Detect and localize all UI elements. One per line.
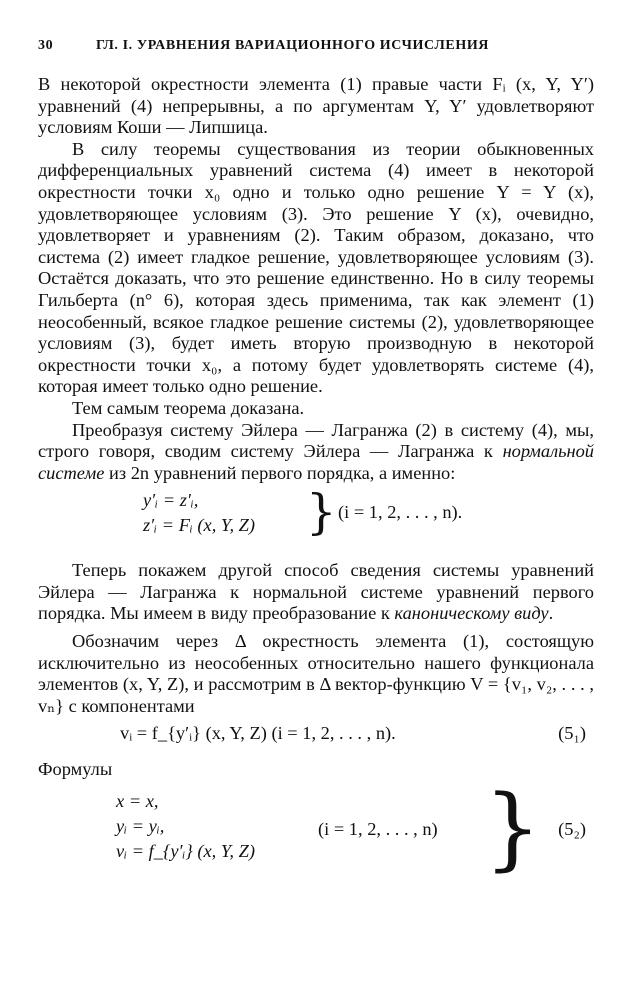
normal-system-line-2: z′ᵢ = Fᵢ (x, Y, Z) — [143, 515, 256, 536]
normal-system-lines — [143, 488, 255, 538]
paragraph-5 — [38, 560, 594, 625]
canonical-system-lines — [116, 789, 255, 864]
canonical-line-3: vᵢ = f_{y′ᵢ} (x, Y, Z) — [116, 841, 255, 862]
formula-5-1-expression: vᵢ = f_{y′ᵢ} (x, Y, Z) (i = 1, 2, . . . , n). — [120, 723, 396, 744]
canonical-line-1: x = x, — [116, 791, 159, 812]
right-brace: } — [306, 484, 337, 541]
paragraph-4-end: из 2n уравнений первого порядка, а именно: — [104, 462, 456, 483]
paragraph-4-start: Преобразуя систему Эйлера — Лагранжа (2) в систему (4), мы, строго говоря, сводим систему Эйлера — Лагранжа к — [38, 419, 594, 462]
formula-5-2-tag: (5₂) — [558, 819, 586, 840]
canonical-index-condition: (i = 1, 2, . . . , n) — [318, 819, 438, 840]
canonical-system — [38, 776, 594, 899]
page-number: 30 — [38, 38, 54, 53]
running-header — [38, 38, 598, 54]
paragraph-4 — [38, 420, 594, 485]
paragraph-2: В силу теоремы существования из теории обыкновенных дифференциальных уравнений система (4) имеет в некоторой окрестности точки x₀ одно и только одно решение Y = Y (x), удовлетворяющее условиям (3). Это решение Y (x), очевидно, удовлетворяет и уравнениям (2). Таким образом, доказано, что система (2) имеет гладкое решение, удовлетворяющее условиям (3). Остаётся доказать, что это решение единственно. Но в силу теоремы Гильберта (n° 6), которая здесь применима, так как элемент (1) неособенный, всякое гладкое решение системы (2), удовлетворяющее условиям (3), будет иметь вторую производную в некоторой окрестности точки x₀, а потому будет удовлетворять системе (4), которая имеет только одно решение. — [38, 138, 594, 397]
canonical-line-2: yᵢ = yᵢ, — [116, 816, 165, 837]
page-body — [38, 74, 594, 899]
canonical-right-brace: } — [484, 776, 542, 882]
paragraph-3: Тем самым теорема доказана. — [72, 397, 305, 418]
normal-system-line-1: y′ᵢ = z′ᵢ, — [143, 490, 199, 511]
paragraph-5-italic: каноническому виду — [394, 603, 549, 624]
index-condition: (i = 1, 2, . . . , n). — [338, 502, 463, 523]
formula-5-1 — [38, 721, 594, 751]
paragraph-5-end: . — [548, 603, 554, 624]
running-title: ГЛ. I. УРАВНЕНИЯ ВАРИАЦИОННОГО ИСЧИСЛЕНИЯ — [96, 38, 490, 53]
paragraph-5-start: Теперь покажем другой способ сведения системы уравнений Эйлера — Лагранжа к нормальной системе уравнений первого порядка. Мы имеем в виду преобразование к — [38, 560, 594, 624]
paragraph-1: В некоторой окрестности элемента (1) правые части Fᵢ (x, Y, Y′) уравнений (4) непрерывны, а по аргументам Y, Y′ удовлетворяют условиям Коши — Липшица. — [38, 74, 594, 138]
formula-5-1-tag: (5₁) — [558, 723, 586, 744]
paragraph-4-italic: нормальной системе — [38, 441, 594, 483]
paragraph-7: Формулы — [38, 759, 113, 780]
normal-system — [38, 484, 594, 548]
paragraph-6: Обозначим через Δ окрестность элемента (1), состоящую исключительно из неособенных относительно нашего функционала элементов (x, Y, Z), и рассмотрим в Δ вектор-функцию V = {v₁, v₂, . . . , vₙ} с компонентами — [38, 631, 594, 716]
